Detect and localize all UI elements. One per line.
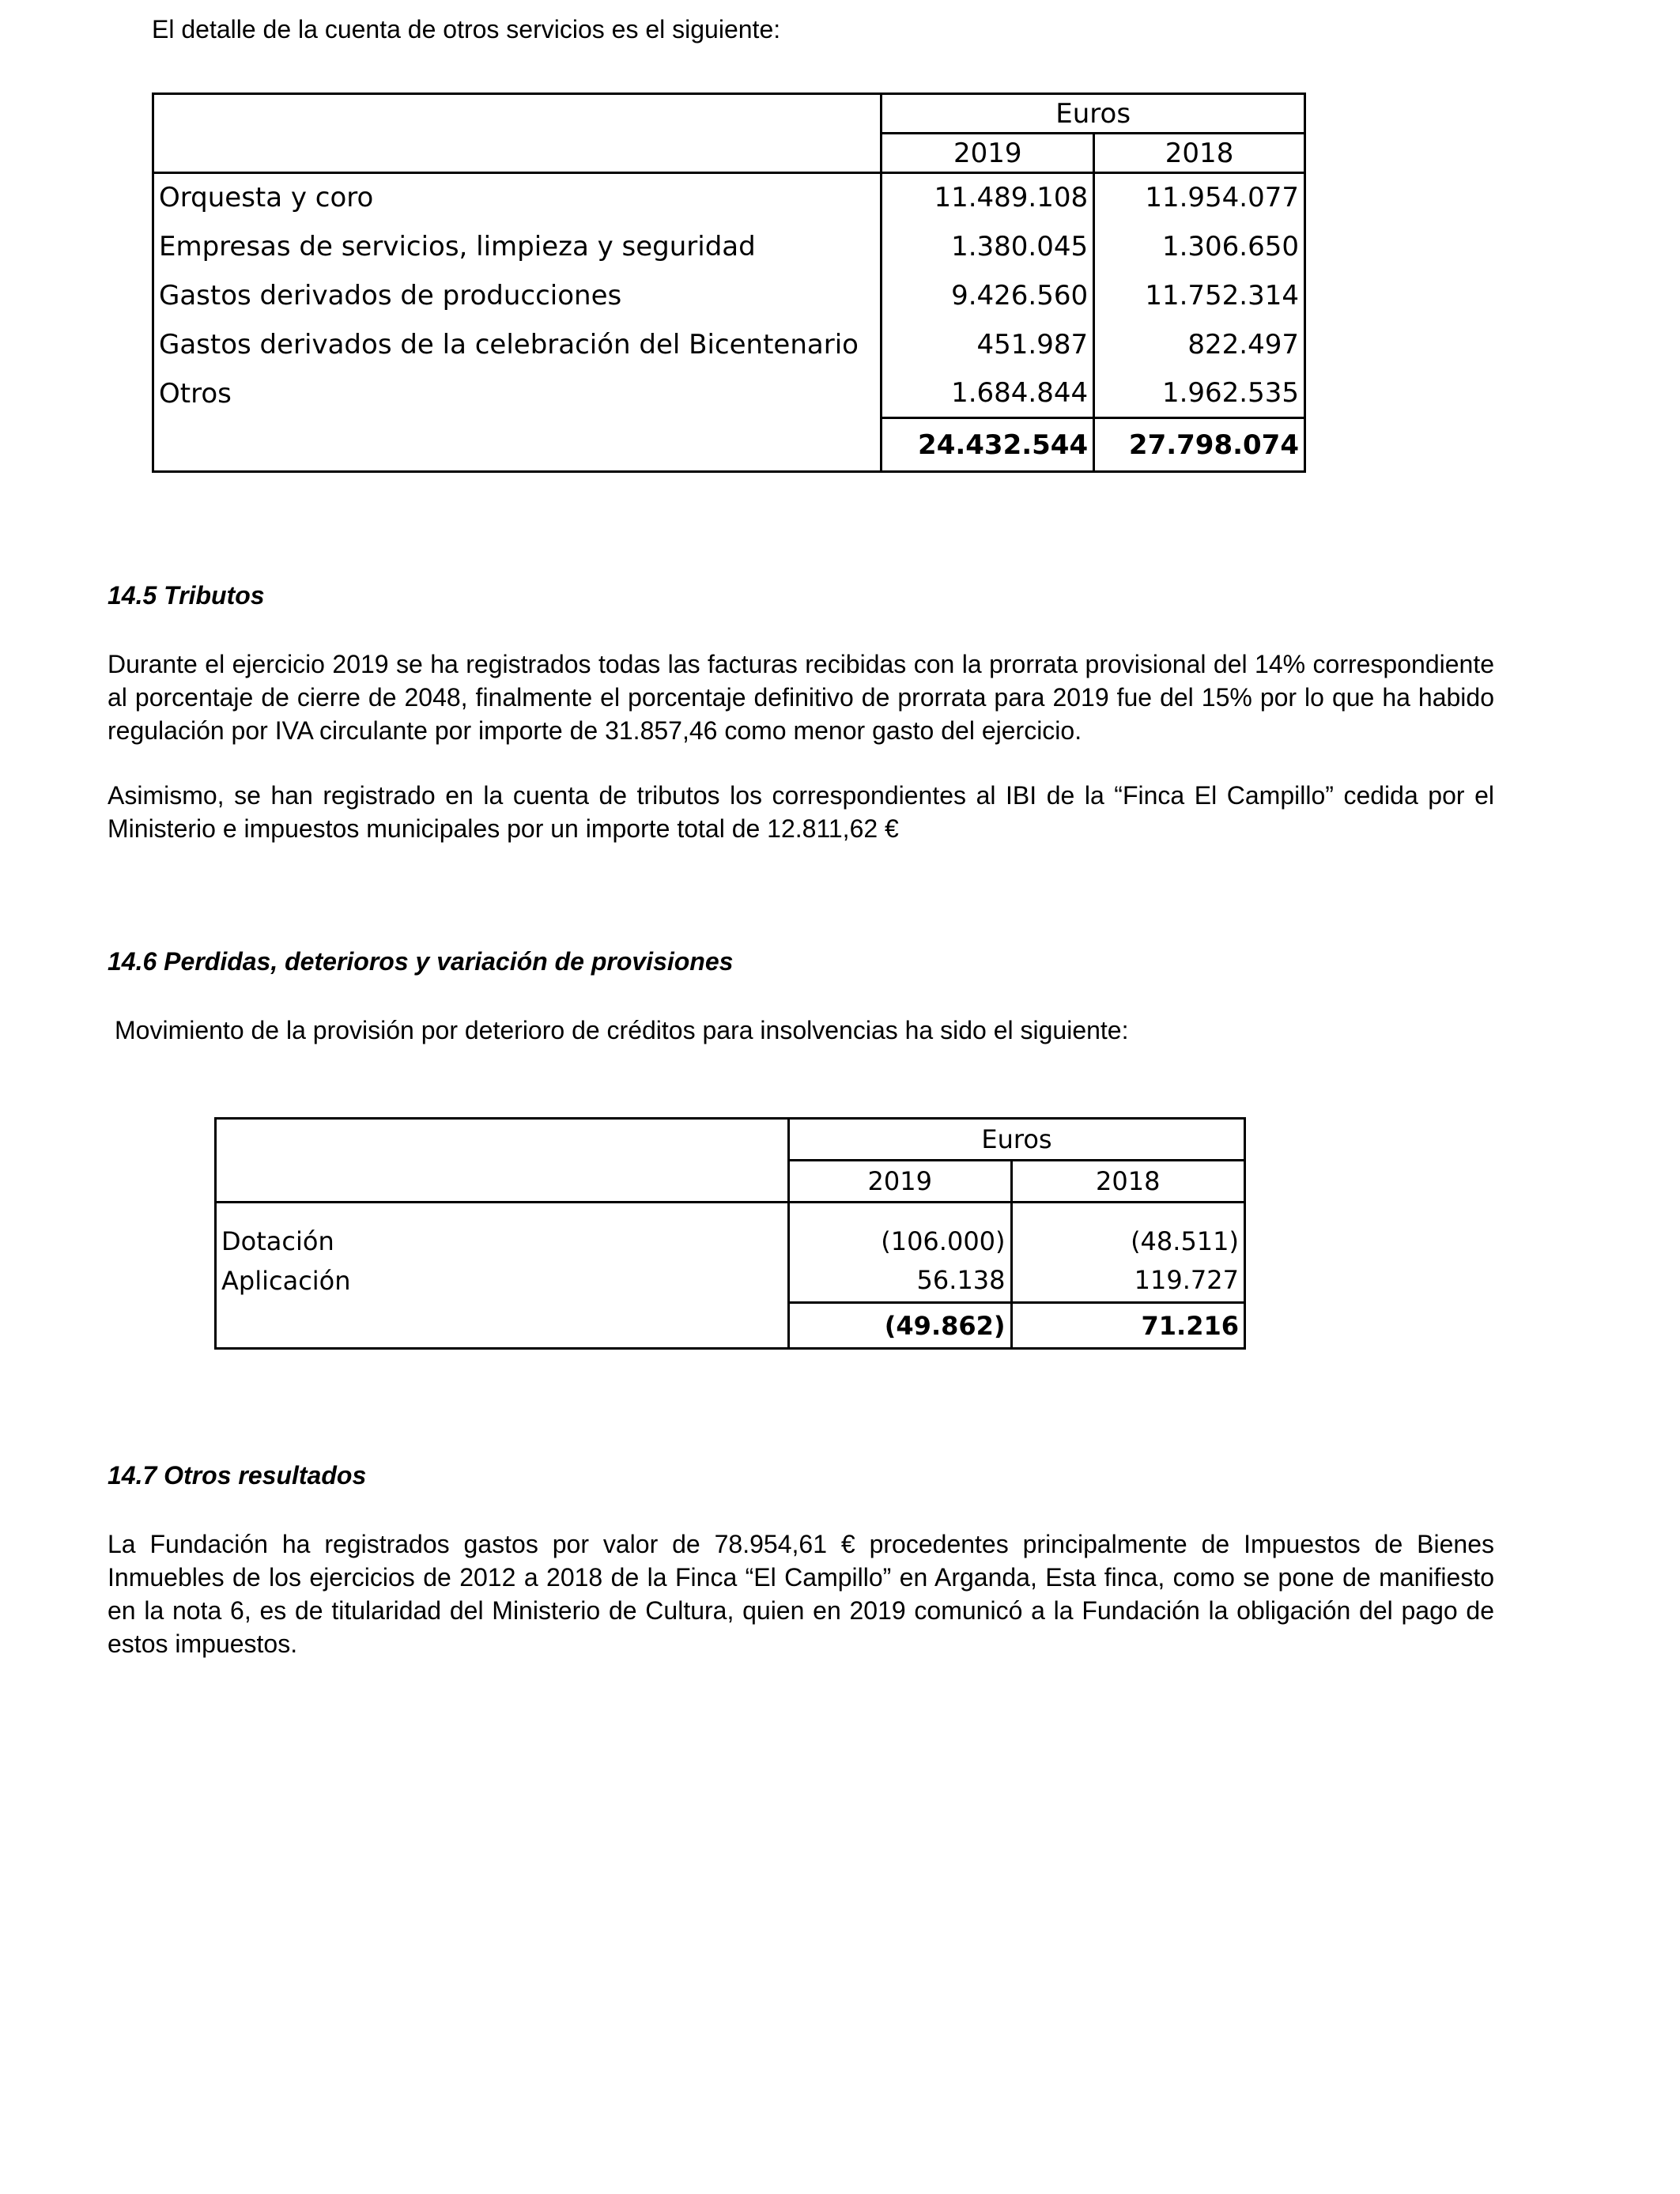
row-label: Gastos derivados de la celebración del Bicentenario [153, 320, 882, 369]
row-value-2019: 9.426.560 [882, 271, 1094, 320]
row-label: Dotación [216, 1203, 789, 1259]
table-row [216, 1259, 1245, 1303]
table-row [153, 173, 1305, 222]
row-value-2018: 1.962.535 [1161, 376, 1299, 409]
year-2019-header: 2019 [882, 134, 1094, 173]
header-blank-cell [153, 94, 882, 173]
row-value-2019: 56.138 [788, 1259, 1011, 1303]
total-blank-cell [153, 418, 882, 472]
year-2019-header: 2019 [788, 1161, 1011, 1203]
row-value-2018: 11.752.314 [1145, 279, 1299, 312]
table-row [216, 1203, 1245, 1259]
table-row [153, 369, 1305, 418]
row-label: Aplicación [216, 1259, 789, 1303]
section-14-6-heading: 14.6 Perdidas, deterioros y variación de provisiones [108, 947, 734, 976]
year-2018-header: 2018 [1011, 1161, 1244, 1203]
total-2019: (49.862) [788, 1303, 1011, 1349]
euros-header: Euros [882, 94, 1305, 134]
table-total-row [153, 418, 1305, 472]
year-2018-header: 2018 [1094, 134, 1305, 173]
table-row [153, 271, 1305, 320]
row-value-2018: (48.511) [1131, 1225, 1239, 1256]
section-14-5-paragraph-2: Asimismo, se han registrado en la cuenta de tributos los correspondientes al IBI de la “Finca El Campillo” cedida por el Ministerio e impuestos municipales por un importe total de 12.811,62 € [108, 781, 1494, 843]
table-header-row [216, 1119, 1245, 1161]
row-label: Empresas de servicios, limpieza y seguridad [153, 222, 882, 271]
section-14-7-heading: 14.7 Otros resultados [108, 1461, 367, 1490]
total-blank-cell [216, 1303, 789, 1349]
section-14-7-paragraph: La Fundación ha registrados gastos por valor de 78.954,61 € procedentes principalmente de Impuestos de Bienes Inmuebles de los ejercicios de 2012 a 2018 de la Finca “El Campillo” en Arganda, Esta finca, como se pone de manifiesto en la nota 6, es de titularidad del Ministerio de Cultura, quien en 2019 comunicó a la Fundación la obligación del pago de estos impuestos. [108, 1530, 1494, 1658]
section-14-5-heading: 14.5 Tributos [108, 581, 265, 610]
total-2018: 71.216 [1011, 1303, 1244, 1349]
total-2019: 24.432.544 [882, 418, 1094, 472]
intro-text: El detalle de la cuenta de otros servicios es el siguiente: [152, 15, 781, 43]
table-row [153, 222, 1305, 271]
table-total-row [216, 1303, 1245, 1349]
row-value-2018: 822.497 [1187, 328, 1299, 361]
row-value-2019: 11.489.108 [882, 173, 1094, 222]
row-value-2019: 1.684.844 [882, 369, 1094, 418]
section-14-6-paragraph: Movimiento de la provisión por deterioro de créditos para insolvencias ha sido el siguiente: [115, 1016, 1129, 1044]
row-label: Orquesta y coro [153, 173, 882, 222]
table-row [153, 320, 1305, 369]
section-14-5-paragraph-1: Durante el ejercicio 2019 se ha registrados todas las facturas recibidas con la prorrata provisional del 14% correspondiente al porcentaje de cierre de 2048, finalmente el porcentaje definitivo de prorrata para 2019 fue del 15% por lo que ha habido regulación por IVA circulante por importe de 31.857,46 como menor gasto del ejercicio. [108, 650, 1494, 745]
otros-servicios-table [152, 93, 1306, 473]
row-value-2018: 119.727 [1134, 1265, 1239, 1296]
row-value-2018: 1.306.650 [1161, 230, 1299, 262]
provision-table [214, 1117, 1246, 1350]
row-value-2019: (106.000) [788, 1203, 1011, 1259]
header-blank-cell [216, 1119, 789, 1203]
row-value-2019: 451.987 [882, 320, 1094, 369]
row-label: Otros [153, 369, 882, 418]
total-2018: 27.798.074 [1094, 418, 1305, 472]
row-label: Gastos derivados de producciones [153, 271, 882, 320]
row-value-2018: 11.954.077 [1145, 182, 1299, 214]
euros-header: Euros [788, 1119, 1244, 1161]
table-header-row [153, 94, 1305, 134]
row-value-2019: 1.380.045 [882, 222, 1094, 271]
